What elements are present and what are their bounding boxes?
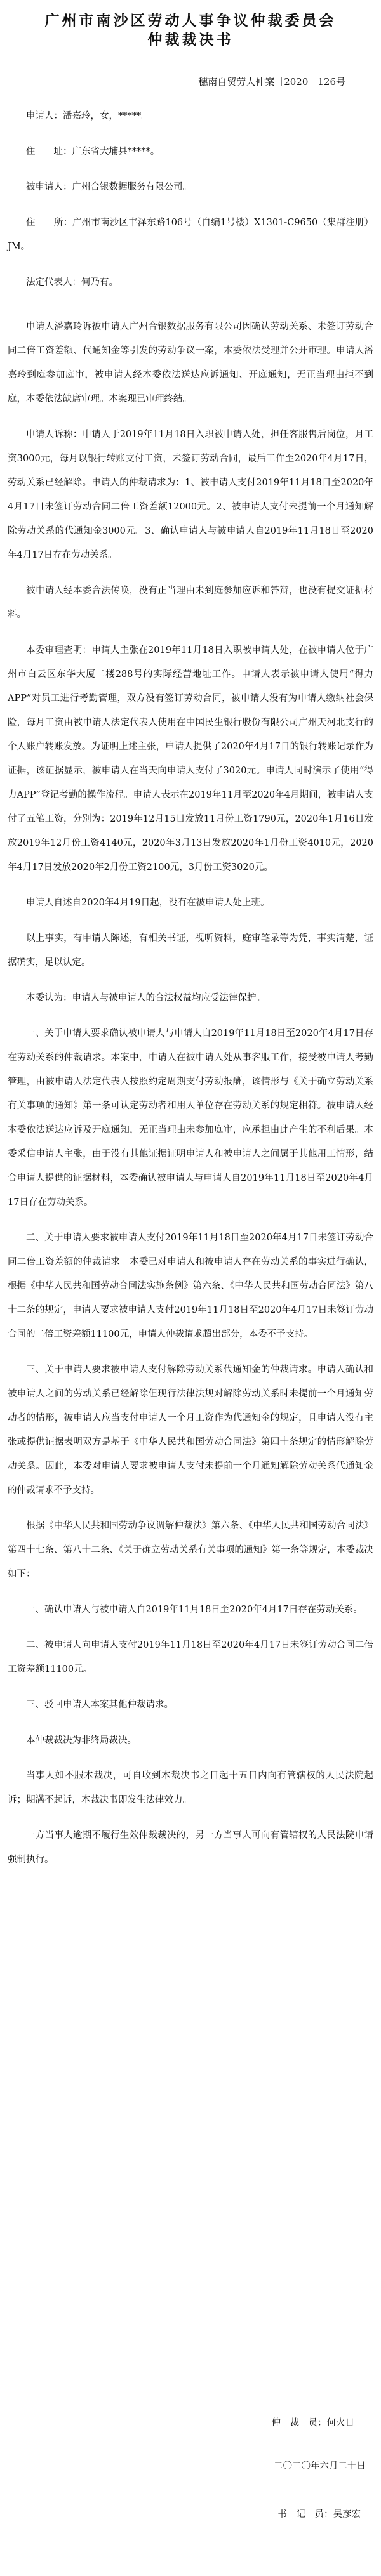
- ruling-item-3: 三、驳回申请人本案其他仲裁请求。: [26, 1700, 173, 1710]
- document-header: [8, 0, 373, 91]
- applicant-claims-paragraph: 申请人诉称：申请人于2019年11月18日入职被申请人处，担任客服售后岗位，月工资3000元，每月以银行转账支付工资，未签订劳动合同，最后工作至2020年4月17日，劳动关系已经解除。申请人的仲裁请求为：1、被申请人支付2019年11月18日至2020年4月17日未签订劳动合同二倍工资差额12000元。2、被申请人支付未提前一个月通知解除劳动关系的代通知金3000元。3、确认申请人与被申请人自2019年11月18日至2020年4月17日存在劳动关系。: [8, 430, 373, 560]
- opinion-double-wage: 二、关于申请人要求被申请人支付2019年11月18日至2020年4月17日未签订劳动合同二倍工资差额的仲裁请求。本委已对申请人和被申请人存在劳动关系的事实进行确认，根据《中华人民共和国劳动合同法实施条例》第六条、《中华人民共和国劳动合同法》第八十二条的规定，申请人要求被申请人支付2019年11月18日至2020年4月17日未签订劳动合同的二倍工资差额11100元，申请人仲裁请求超出部分，本委不予支持。: [8, 1233, 373, 1339]
- clerk-signature: 书 记 员：吴彦宏: [277, 2509, 361, 2520]
- document-body: [8, 104, 373, 1872]
- award-date: 二〇二〇年六月二十日: [274, 2461, 366, 2471]
- opinion-labor-relation: 一、关于申请人要求确认被申请人与申请人自2019年11月18日至2020年4月17日存在劳动关系的仲裁请求。本案中，申请人在被申请人处从事客服工作，接受被申请人考勤管理，由被申请人法定代表人按照约定周期支付劳动报酬，该情形与《关于确立劳动关系有关事项的通知》第一条可认定劳动者和用人单位存在劳动关系的规定相符。被申请人经本委依法送达应诉及开庭通知，无正当理由未参加庭审，应承担由此产生的不利后果。本委采信申请人主张，由于没有其他证据证明申请人和被申请人之间属于其他用工情形，结合申请人提供的证据材料，本委确认被申请人与申请人自2019年11月18日至2020年4月17日存在劳动关系。: [8, 1028, 373, 1207]
- committee-opinion-intro: 本委认为：申请人与被申请人的合法权益均应受法律保护。: [26, 993, 265, 1003]
- respondent-address: 住 所：广州市南沙区丰泽东路106号（自编1号楼）X1301-C9650（集群注册）JM。: [8, 218, 373, 252]
- case-number: 穗南自贸劳人仲案［2020］126号: [198, 76, 345, 88]
- arbitrator-signature: 仲 裁 员：何火日: [271, 2418, 354, 2428]
- legal-basis-paragraph: 根据《中华人民共和国劳动争议调解仲裁法》第六条、《中华人民共和国劳动合同法》第四十七条、第八十二条、《关于确立劳动关系有关事项的通知》第一条等规定，本委裁决如下：: [8, 1521, 373, 1579]
- signature-block: [8, 2411, 373, 2527]
- appeal-notice: 当事人如不服本裁决，可自收到本裁决书之日起十五日内向有管辖权的人民法院起诉；期满不起诉，本裁决书即发生法律效力。: [8, 1771, 373, 1805]
- findings-paragraph: 本委审理查明：申请人主张在2019年11月18日入职被申请人处，在被申请人位于广州市白云区东华大厦二楼288号的实际经营地址工作。申请人表示被申请人使用“得力APP”对员工进行考勤管理，双方没有签订劳动合同，被申请人没有为申请人缴纳社会保险，每月工资由被申请人法定代表人使用在中国民生银行股份有限公司广州天河北支行的个人账户转账发放。为证明上述主张，申请人提供了2020年4月17日的银行转账记录作为证据，该证据显示，被申请人在当天向申请人支付了3020元。申请人同时演示了使用“得力APP”登记考勤的操作流程。申请人表示在2019年11月至2020年4月期间，被申请人支付了五笔工资，分别为：2019年12月15日发放11月份工资1790元，2020年1月16日发放2019年12月份工资4140元，2020年3月13日发放2020年1月份工资4010元，2020年4月17日发放2020年2月份工资2100元，3月份工资3020元。: [8, 645, 373, 872]
- opinion-notice-pay: 三、关于申请人要求被申请人支付解除劳动关系代通知金的仲裁请求。申请人确认和被申请人之间的劳动关系已经解除但现行法律法规对解除劳动关系时未提前一个月通知劳动者的情形，被申请人应当支付申请人一个月工资作为代通知金的规定，且申请人没有主张或提供证据表明双方是基于《中华人民共和国劳动合同法》第四十条规定的情形解除劳动关系。因此，本委对申请人要求被申请人支付未提前一个月通知解除劳动关系代通知金的仲裁请求不予支持。: [8, 1365, 373, 1495]
- respondent-absence-paragraph: 被申请人经本委合法传唤，没有正当理由未到庭参加应诉和答辩，也没有提交证据材料。: [8, 586, 373, 620]
- respondent-name: 被申请人：广州合银数据服务有限公司。: [26, 182, 192, 192]
- ruling-item-1: 一、确认申请人与被申请人自2019年11月18日至2020年4月17日存在劳动关系。: [26, 1605, 363, 1615]
- ruling-item-2: 二、被申请人向申请人支付2019年11月18日至2020年4月17日未签订劳动合同二倍工资差额11100元。: [8, 1640, 373, 1674]
- applicant-name: 申请人：潘嘉玲，女，*****。: [26, 111, 150, 121]
- last-work-day-paragraph: 申请人自述自2020年4月19日起，没有在被申请人处上班。: [26, 898, 270, 908]
- applicant-address: 住 址：广东省大埔县*****。: [26, 147, 160, 157]
- document-type-title: 仲裁裁决书: [147, 32, 234, 48]
- evidence-summary-paragraph: 以上事实，有申请人陈述，有相关书证，视听资料，庭审笔录等为凭，事实清楚，证据确实，足以认定。: [8, 933, 373, 968]
- case-intro-paragraph: 申请人潘嘉玲诉被申请人广州合银数据服务有限公司因确认劳动关系、未签订劳动合同二倍工资差额、代通知金等引发的劳动争议一案，本委依法受理并公开审理。申请人潘嘉玲到庭参加庭审，被申请人经本委依法送达应诉通知、开庭通知，无正当理由拒不到庭，本委依法缺席审理。本案现已审理终结。: [8, 322, 373, 404]
- non-final-ruling-note: 本仲裁裁决为非终局裁决。: [26, 1735, 137, 1745]
- enforcement-notice: 一方当事人逾期不履行生效仲裁裁决的，另一方当事人可向有管辖权的人民法院申请强制执行。: [8, 1830, 373, 1865]
- issuing-authority-title: 广州市南沙区劳动人事争议仲裁委员会: [44, 13, 337, 29]
- legal-representative: 法定代表人：何乃有。: [26, 277, 118, 287]
